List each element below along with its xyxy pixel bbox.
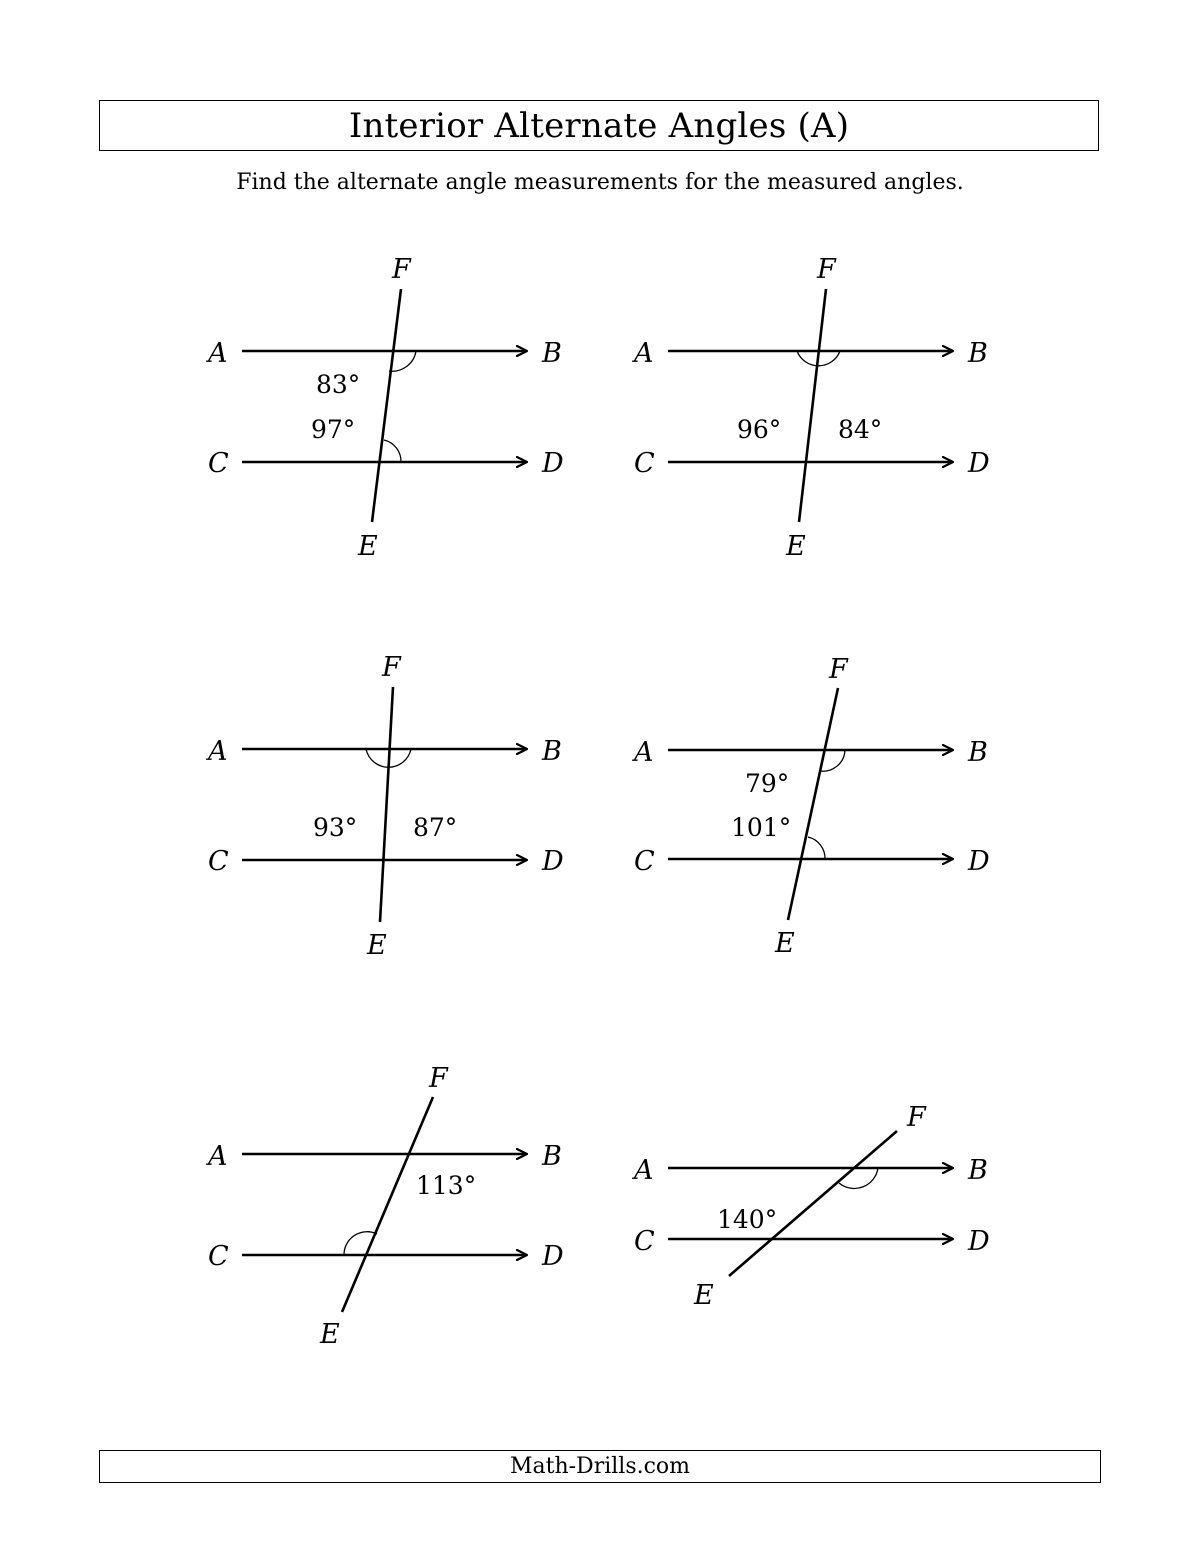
problem-5 xyxy=(205,1063,564,1350)
angle-measure: 84° xyxy=(838,415,883,444)
point-label-e: E xyxy=(775,928,795,959)
point-label-c: C xyxy=(208,1241,229,1272)
problem-1 xyxy=(205,254,564,562)
point-label-a: A xyxy=(634,737,654,768)
point-label-d: D xyxy=(542,1241,564,1272)
point-label-e: E xyxy=(786,531,806,562)
problem-4 xyxy=(631,654,990,959)
angle-measure: 101° xyxy=(731,813,792,842)
point-label-f: F xyxy=(392,254,411,285)
point-label-c: C xyxy=(634,448,655,479)
transversal-ef xyxy=(788,688,838,920)
point-label-a: A xyxy=(634,338,654,369)
point-label-b: B xyxy=(968,338,988,369)
point-label-f: F xyxy=(382,652,401,683)
point-label-e: E xyxy=(320,1319,340,1350)
angle-measure: 140° xyxy=(717,1205,778,1234)
transversal-ef xyxy=(799,289,826,522)
problem-6 xyxy=(631,1102,990,1311)
transversal-ef xyxy=(729,1131,897,1276)
point-label-f: F xyxy=(817,254,836,285)
angle-measure: 79° xyxy=(745,769,790,798)
point-label-d: D xyxy=(968,448,990,479)
point-label-a: A xyxy=(208,338,228,369)
angle-measure: 87° xyxy=(413,813,458,842)
angle-arc xyxy=(808,837,825,859)
footer-box xyxy=(99,1450,1101,1483)
point-label-a: A xyxy=(208,736,228,767)
point-label-f: F xyxy=(907,1102,926,1133)
point-label-b: B xyxy=(542,736,562,767)
angle-measure: 113° xyxy=(416,1171,477,1200)
point-label-a: A xyxy=(208,1141,228,1172)
problem-3 xyxy=(205,652,564,961)
transversal-ef xyxy=(372,289,401,522)
point-label-d: D xyxy=(968,846,990,877)
point-label-c: C xyxy=(208,846,229,877)
transversal-ef xyxy=(342,1097,433,1312)
point-label-e: E xyxy=(367,930,387,961)
angle-measure: 96° xyxy=(737,415,782,444)
footer-site-name: Math-Drills.com xyxy=(509,1454,691,1479)
point-label-e: E xyxy=(694,1280,714,1311)
problem-2 xyxy=(631,254,990,562)
transversal-ef xyxy=(380,687,393,922)
point-label-f: F xyxy=(429,1063,448,1094)
point-label-a: A xyxy=(634,1155,654,1186)
angle-measure: 83° xyxy=(316,370,361,399)
point-label-d: D xyxy=(542,448,564,479)
point-label-c: C xyxy=(634,846,655,877)
point-label-c: C xyxy=(634,1226,655,1257)
point-label-b: B xyxy=(968,1155,988,1186)
point-label-d: D xyxy=(968,1226,990,1257)
angle-measure: 93° xyxy=(313,813,358,842)
angle-measure: 97° xyxy=(311,415,356,444)
point-label-b: B xyxy=(542,338,562,369)
point-label-e: E xyxy=(358,531,378,562)
instructions: Find the alternate angle measurements for the measured angles. xyxy=(236,170,964,195)
point-label-d: D xyxy=(542,846,564,877)
point-label-c: C xyxy=(208,448,229,479)
point-label-b: B xyxy=(542,1141,562,1172)
point-label-b: B xyxy=(968,737,988,768)
angle-arc xyxy=(384,440,401,462)
worksheet-title: Interior Alternate Angles (A) xyxy=(348,105,850,146)
point-label-f: F xyxy=(829,654,848,685)
angle-arc xyxy=(839,1168,878,1188)
